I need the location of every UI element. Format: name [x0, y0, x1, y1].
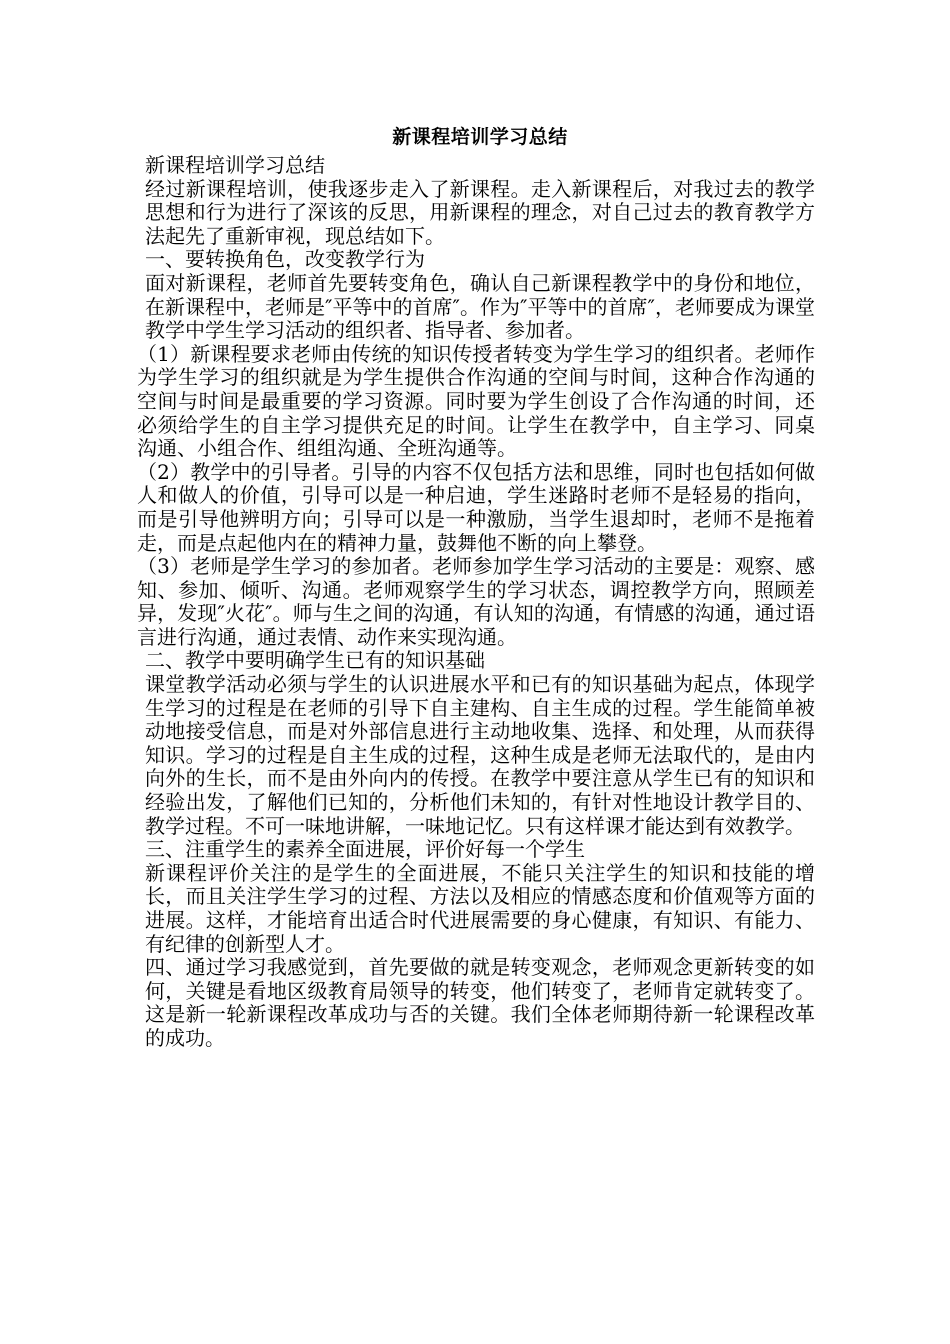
section-heading-2: 二、教学中要明确学生已有的知识基础: [145, 648, 485, 673]
section-4-paragraph: 四、通过学习我感觉到，首先要做的就是转变观念，老师观念更新转变的如何，关键是看地区级教育局领导的转变，他们转变了，老师肯定就转变了。这是新一轮新课程改革成功与否的关键。我们全体老师期待新一轮课程改革的成功。: [145, 955, 815, 1050]
subtitle-paragraph: 新课程培训学习总结: [145, 153, 325, 177]
section-heading-1: 一、要转换角色，改变教学行为: [145, 247, 425, 272]
section-1-item-2: （2）教学中的引导者。引导的内容不仅包括方法和思维，同时也包括如何做人和做人的价值，引导可以是一种启迪，学生迷路时老师不是轻易的指向，而是引导他辨明方向；引导可以是一种激励，当学生退却时，老师不是拖着走，而是点起他内在的精神力量，鼓舞他不断的向上攀登。: [137, 459, 815, 555]
section-1-item-1: （1）新课程要求老师由传统的知识传授者转变为学生学习的组织者。老师作为学生学习的组织就是为学生提供合作沟通的空间与时间，这种合作沟通的空间与时间是最重要的学习资源。同时要为学生创设了合作沟通的时间，还必须给学生的自主学习提供充足的时间。让学生在教学中，自主学习、同桌沟通、小组合作、组组沟通、全班沟通等。: [137, 341, 815, 461]
document-title: 新课程培训学习总结: [392, 126, 568, 148]
section-heading-3: 三、注重学生的素养全面进展，评价好每一个学生: [145, 837, 585, 862]
document-page: [137, 122, 815, 1051]
intro-paragraph: 经过新课程培训，使我逐步走入了新课程。走入新课程后，对我过去的教学思想和行为进行了深该的反思，用新课程的理念，对自己过去的教育教学方法起先了重新审视，现总结如下。: [145, 176, 815, 248]
section-1-item-3: （3）老师是学生学习的参加者。老师参加学生学习活动的主要是：观察、感知、参加、倾听、沟通。老师观察学生的学习状态，调控教学方向，照顾差异，发现″火花″。师与生之间的沟通，有认知的沟通，有情感的沟通，通过语言进行沟通，通过表情、动作来实现沟通。: [137, 554, 815, 649]
section-3-paragraph: 新课程评价关注的是学生的全面进展，不能只关注学生的知识和技能的增长，而且关注学生学习的过程、方法以及相应的情感态度和价值观等方面的进展。这样，才能培育出适合时代进展需要的身心健康，有知识、有能力、有纪律的创新型人才。: [145, 860, 815, 956]
section-1-paragraph: 面对新课程，老师首先要转变角色，确认自己新课程教学中的身份和地位，在新课程中，老师是″平等中的首席″。作为″平等中的首席″，老师要成为课堂教学中学生学习活动的组织者、指导者、参加者。: [145, 270, 815, 343]
section-2-paragraph: 课堂教学活动必须与学生的认识进展水平和已有的知识基础为起点，体现学生学习的过程是在老师的引导下自主建构、自主生成的过程。学生能简单被动地接受信息，而是对外部信息进行主动地收集、选择、和处理，从而获得知识。学习的过程是自主生成的过程，这种生成是老师无法取代的，是由内向外的生长，而不是由外向内的传授。在教学中要注意从学生已有的知识和经验出发，了解他们已知的，分析他们未知的，有针对性地设计教学目的、教学过程。不可一味地讲解，一味地记忆。只有这样课才能达到有效教学。: [145, 672, 815, 838]
